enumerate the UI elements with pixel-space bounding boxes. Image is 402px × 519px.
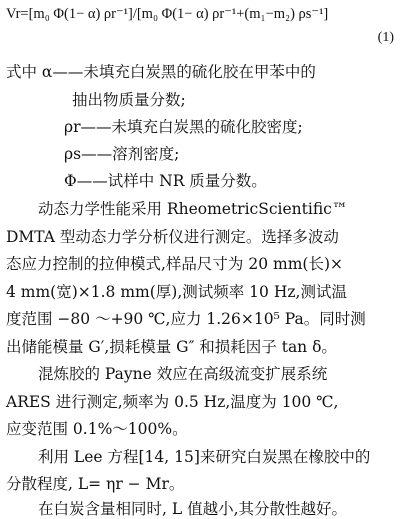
paragraph-line: 4 mm(宽)×1.8 mm(厚),测试频率 10 Hz,测试温 — [6, 283, 347, 301]
paragraph-line: 态应力控制的拉伸模式,样品尺寸为 20 mm(长)× — [6, 255, 343, 273]
paragraph-line: ARES 进行测定,频率为 0.5 Hz,温度为 100 ℃, — [6, 393, 339, 411]
paragraph-line: 度范围 −80 ～+90 ℃,应力 1.26×10⁵ Pa。同时测 — [6, 310, 366, 328]
equation-number: (1) — [377, 30, 394, 45]
paragraph-line: 混炼胶的 Payne 效应在高级流变扩展系统 — [38, 365, 328, 383]
definition-alpha: 式中 α——未填充白炭黑的硫化胶在甲苯中的 — [6, 63, 316, 81]
paragraph-line: 在白炭含量相同时, L 值越小,其分散性越好。 — [38, 500, 348, 518]
definition-rho-r: ρr——未填充白炭黑的硫化胶密度; — [64, 118, 303, 136]
paragraph-line: 利用 Lee 方程[14, 15]来研究白炭黑在橡胶中的 — [38, 448, 371, 466]
definition-alpha-cont: 抽出物质量分数; — [72, 91, 186, 109]
paragraph-line: DMTA 型动态力学分析仪进行测定。选择多波动 — [6, 228, 339, 246]
equation-formula: Vr=[m₀ Φ(1− α) ρr⁻¹]/[m₀ Φ(1− α) ρr⁻¹+(m₁−m₂) ρs⁻¹] — [6, 6, 329, 22]
definition-rho-s: ρs——溶剂密度; — [64, 145, 180, 163]
paragraph-line: 分散程度, L= ηr − Mr。 — [6, 475, 185, 493]
paragraph-line: 应变范围 0.1%～100%。 — [6, 420, 188, 438]
definition-phi: Φ——试样中 NR 质量分数。 — [64, 172, 267, 190]
paragraph-line: 出储能模量 G′,损耗模量 G″ 和损耗因子 tan δ。 — [6, 338, 337, 356]
paragraph-line: 动态力学性能采用 RheometricScientific™ — [38, 200, 348, 218]
